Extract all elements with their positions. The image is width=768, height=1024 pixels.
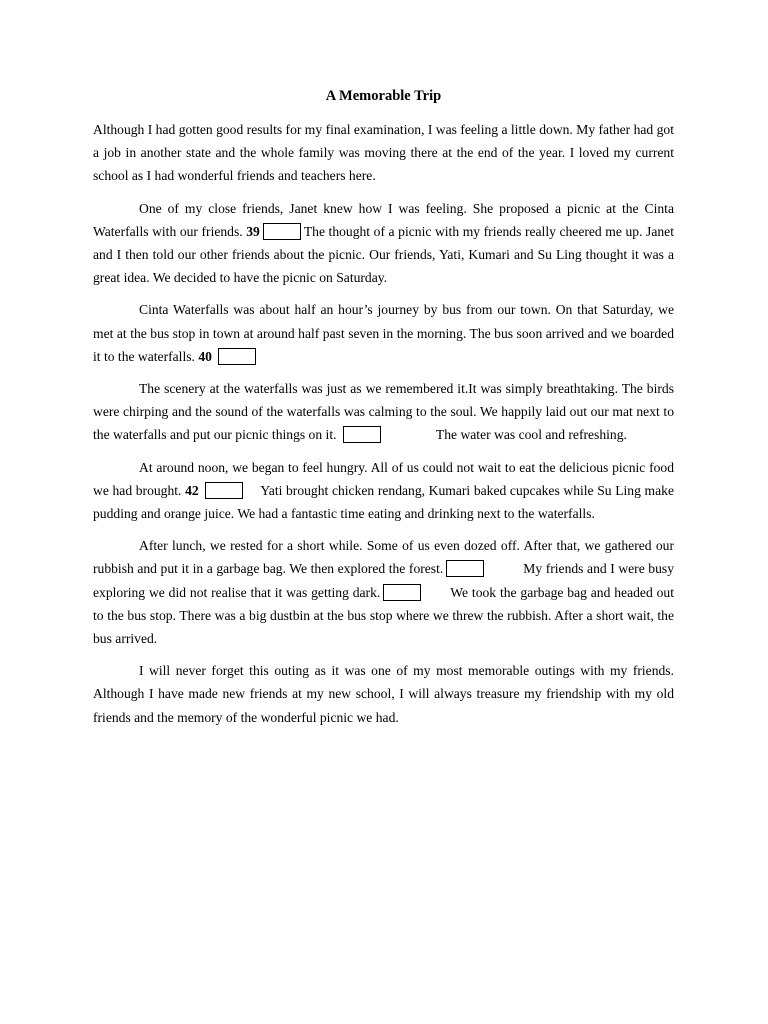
paragraph-3-text: Cinta Waterfalls was about half an hour’s journey by bus from our town. On that Saturday, we met at the bus stop in town at around half past seven in the morning. The bus soon arrived and we boarded it to the waterfalls. [93,302,674,364]
paragraph-1 [93,118,674,188]
answer-blank-42[interactable] [205,482,243,499]
paragraph-5 [93,456,674,526]
answer-blank-39[interactable] [263,223,301,240]
paragraph-6 [93,534,674,650]
paragraph-4-text-b: The water was cool and refreshing. [435,427,627,443]
paragraph-5-text-a: At around noon, we began to feel hungry. All of us could not wait to eat the delicious picnic food we had brought. [93,459,674,498]
paragraph-5-text-b: Yati brought chicken rendang, Kumari baked cupcakes while Su Ling make pudding and orange juice. We had a fantastic time eating and drinking next to the waterfalls. [93,482,674,522]
paragraph-3 [93,298,674,368]
question-number-42: 42 [185,482,199,498]
paragraph-4 [93,377,674,447]
paragraph-2 [93,197,674,290]
document-title: A Memorable Trip [325,88,442,104]
paragraph-2-text-a: One of my close friends, Janet knew how I was feeling. She proposed a picnic at the Cinta Waterfalls with our friends. [93,200,674,239]
answer-blank-41[interactable] [343,426,381,443]
answer-blank-43[interactable] [446,560,484,577]
paragraph-2-text-b: The thought of a picnic with my friends really cheered me up. Janet and I then told our other friends about the picnic. Our friends, Yati, Kumari and Su Ling thought it was a great idea. We decided to have the picnic on Saturday. [93,223,674,286]
paragraph-4-text-a: The scenery at the waterfalls was just as we remembered it.It was simply breathtaking. The birds were chirping and the sound of the waterfalls was calming to the soul. We happily laid out our mat next to the waterfalls and put our picnic things on it. [93,381,674,443]
answer-blank-40[interactable] [218,348,256,365]
paragraph-6-text-b: My friends and I were busy exploring we did not realise that it was getting dark. [93,561,674,600]
answer-blank-44[interactable] [383,584,421,601]
paragraph-1-text: Although I had gotten good results for my final examination, I was feeling a little down. My father had got a job in another state and the whole family was moving there at the end of the year. I loved my current school as I had wonderful friends and teachers here. [93,122,675,184]
document-page [93,86,674,738]
paragraph-7 [93,659,674,729]
paragraph-6-text-a: After lunch, we rested for a short while. Some of us even dozed off. After that, we gathered our rubbish and put it in a garbage bag. We then explored the forest. [93,538,674,577]
question-number-39: 39 [246,223,260,239]
paragraph-6-text-c: We took the garbage bag and headed out to the bus stop. There was a big dustbin at the bus stop where we threw the rubbish. After a short wait, the bus arrived. [93,584,674,647]
question-number-40: 40 [198,348,212,364]
paragraph-7-text: I will never forget this outing as it was one of my most memorable outings with my friends. Although I have made new friends at my new school, I will always treasure my friendship with my old friends and the memory of the wonderful picnic we had. [93,663,674,725]
